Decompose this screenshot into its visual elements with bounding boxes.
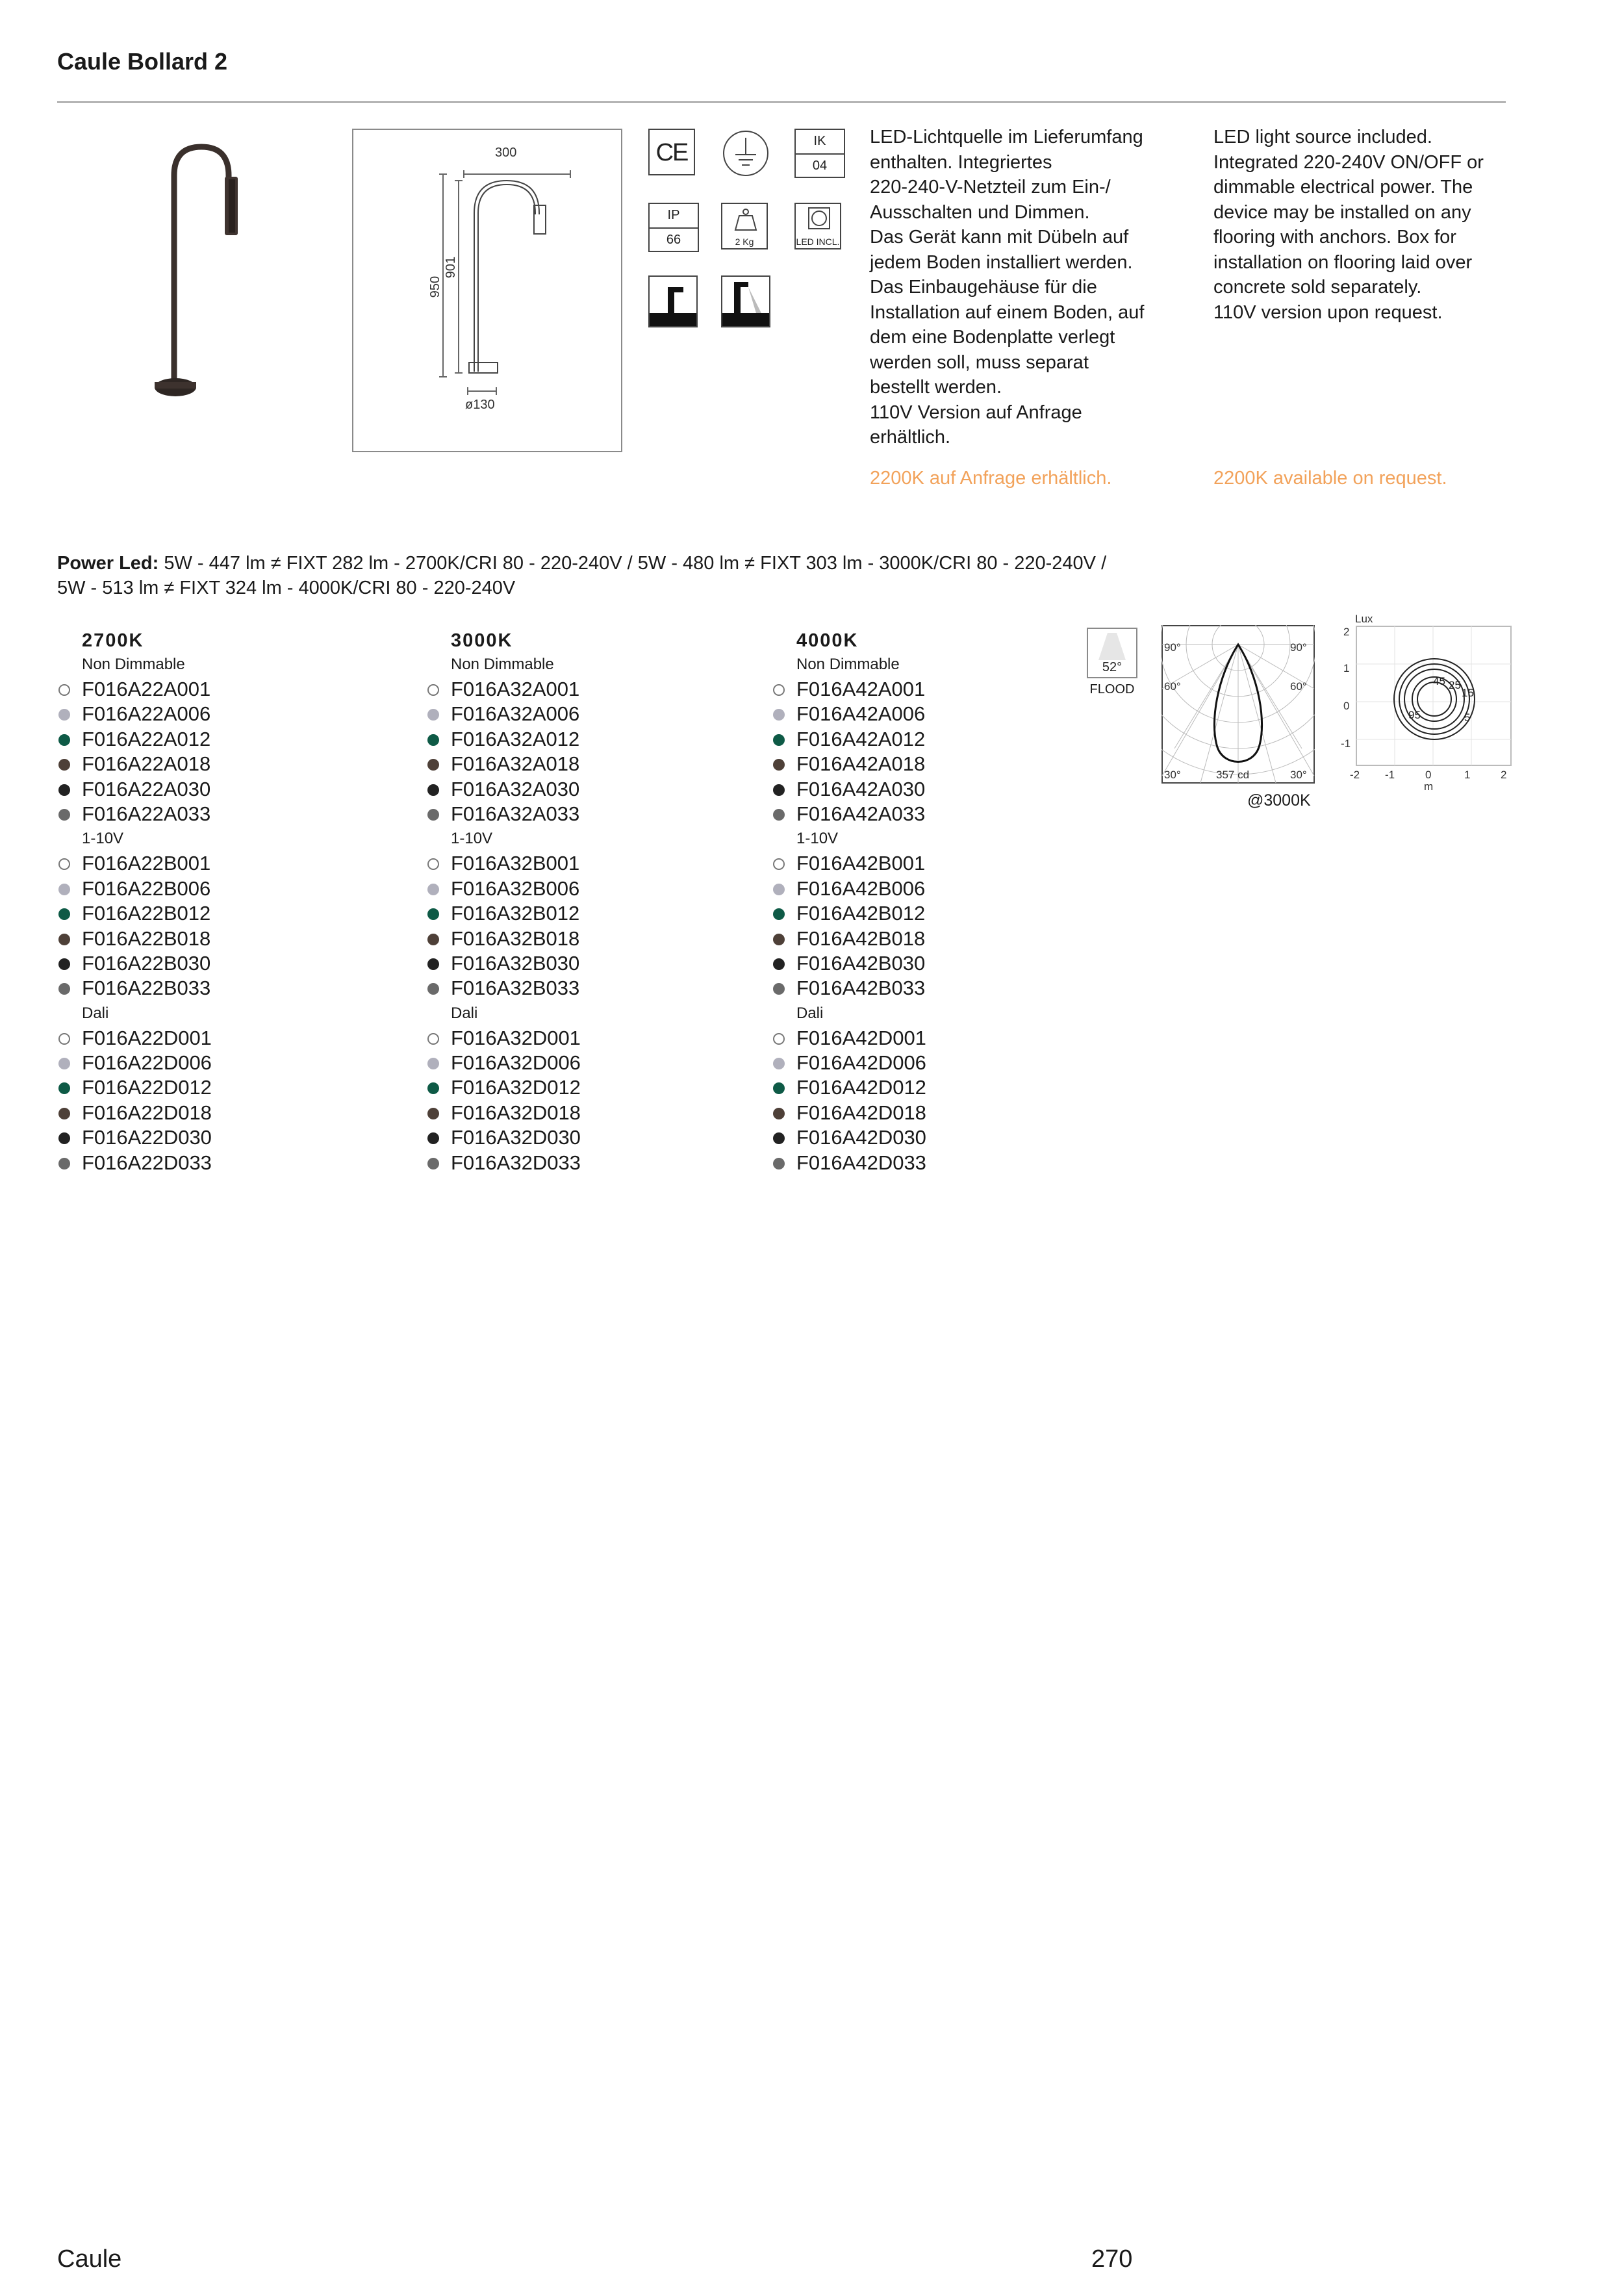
finish-color-swatch [427, 958, 439, 970]
product-code: F016A32A001 [451, 678, 580, 700]
product-code-row [426, 901, 764, 926]
finish-color-swatch [427, 1058, 439, 1069]
product-code-row [772, 951, 1110, 976]
column-header: 3000K [451, 630, 513, 651]
width-dimension: 300 [495, 146, 517, 160]
polar-caption: @3000K [1247, 791, 1311, 810]
product-code: F016A42B018 [796, 926, 926, 950]
product-code-row [772, 752, 1110, 776]
finish-color-swatch [58, 884, 70, 895]
lux-x-unit: m [1424, 780, 1434, 793]
beam-angle-badge [1087, 628, 1137, 678]
polar-label-tl: 90° [1164, 641, 1181, 654]
product-code-row [57, 926, 395, 951]
product-code-row [772, 1101, 1110, 1125]
finish-color-swatch [773, 1082, 785, 1094]
product-code-row [57, 901, 395, 926]
lux-diagram [1337, 612, 1519, 807]
lux-iso-label: 15 [1462, 687, 1474, 699]
description-de: LED-Lichtquelle im Lieferumfang enthalten. Integriertes 220-240-V-Netzteil zum Ein-/ Ausschalten und Dimmen. Das Gerät kann mit Dübeln auf jedem Boden installiert werden. Das Einbaugehäuse für die Installation auf einem Boden, auf dem eine Bodenplatte verlegt werden soll, muss separat bestellt werden. 110V Version auf Anfrage erhältlich. [870, 127, 1145, 448]
product-code-row [772, 851, 1110, 876]
product-code: F016A22B006 [82, 876, 211, 900]
product-code-row [57, 802, 395, 826]
finish-color-swatch [58, 1132, 70, 1144]
group-label: 1-10V [451, 830, 493, 848]
power-line-2: 5W - 513 lm ≠ FIXT 324 lm - 4000K/CRI 80 - 220-240V [57, 578, 516, 598]
power-led-spec [57, 551, 1486, 600]
column-header: 2700K [82, 630, 144, 651]
finish-color-swatch [427, 734, 439, 746]
finish-color-swatch [58, 983, 70, 995]
product-code-row [426, 752, 764, 776]
polar-label-bl: 30° [1164, 769, 1181, 781]
product-code-row [426, 802, 764, 826]
product-code-row [426, 1151, 764, 1175]
product-code: F016A22A001 [82, 678, 211, 700]
ce-icon: CE [648, 129, 695, 175]
product-code-row [57, 727, 395, 752]
group-label: Non Dimmable [451, 656, 554, 673]
finish-color-swatch [58, 734, 70, 746]
finish-color-swatch [773, 809, 785, 821]
finish-color-swatch [58, 858, 70, 870]
product-code: F016A22D012 [82, 1076, 212, 1099]
product-code-row [57, 1026, 395, 1051]
finish-color-swatch [58, 809, 70, 821]
product-code: F016A42A006 [796, 702, 926, 726]
lux-y-tick: 1 [1343, 662, 1350, 674]
lux-iso-label: 5 [1464, 711, 1471, 724]
finish-color-swatch [773, 884, 785, 895]
product-code: F016A42B033 [796, 977, 926, 1000]
product-code-row [426, 951, 764, 976]
finish-color-swatch [427, 1033, 439, 1045]
product-code: F016A42D018 [796, 1101, 926, 1124]
finish-color-swatch [773, 784, 785, 796]
product-code: F016A32A006 [451, 702, 580, 726]
product-code: F016A32D006 [451, 1051, 581, 1075]
product-code: F016A42B006 [796, 876, 926, 900]
product-code-row [426, 1026, 764, 1051]
product-code-row [772, 876, 1110, 901]
finish-color-swatch [427, 684, 439, 696]
ip-rating-badge: IP 66 [648, 203, 699, 252]
finish-color-swatch [58, 784, 70, 796]
height-dimension-a: 950 [428, 275, 443, 298]
product-code-row [426, 777, 764, 802]
floor-install-icon [648, 275, 698, 327]
product-code-row [772, 1051, 1110, 1075]
product-code-row [772, 677, 1110, 702]
product-code: F016A22B018 [82, 926, 211, 950]
finish-color-swatch [427, 908, 439, 920]
product-code: F016A22A012 [82, 727, 211, 750]
group-label: Dali [451, 1004, 478, 1022]
product-code: F016A22D001 [82, 1026, 212, 1049]
product-code-row [426, 1051, 764, 1075]
product-code: F016A32A033 [451, 802, 580, 825]
group-label: 1-10V [82, 830, 124, 848]
product-code: F016A32B033 [451, 977, 580, 1000]
lux-x-tick: 2 [1501, 769, 1507, 781]
polar-label-ml: 60° [1164, 680, 1181, 693]
lux-x-tick: 1 [1464, 769, 1471, 781]
finish-color-swatch [773, 1132, 785, 1144]
title-divider [57, 101, 1506, 103]
polar-label-center: 357 cd [1216, 769, 1250, 781]
product-code-row [772, 777, 1110, 802]
polar-diagram [1161, 625, 1315, 784]
product-code-row [57, 702, 395, 726]
finish-color-swatch [773, 684, 785, 696]
finish-color-swatch [58, 759, 70, 771]
group-label: Non Dimmable [82, 656, 185, 673]
product-code: F016A22D033 [82, 1151, 212, 1174]
finish-color-swatch [58, 1082, 70, 1094]
beam-angle-value: 52° [1102, 660, 1123, 674]
product-code-row [426, 876, 764, 901]
product-code-row [772, 1125, 1110, 1150]
lux-x-tick: -2 [1350, 769, 1360, 781]
product-code: F016A32B001 [451, 852, 580, 875]
product-code: F016A22A006 [82, 702, 211, 726]
product-code-row [426, 1101, 764, 1125]
product-photo [136, 136, 253, 409]
product-code-row [772, 976, 1110, 1001]
finish-color-swatch [58, 1058, 70, 1069]
product-code-row [426, 926, 764, 951]
polar-label-tr: 90° [1290, 641, 1307, 654]
lux-y-tick: -1 [1341, 737, 1351, 750]
finish-color-swatch [773, 1058, 785, 1069]
product-code-row [57, 851, 395, 876]
finish-color-swatch [427, 809, 439, 821]
product-code: F016A22B030 [82, 951, 211, 975]
lux-iso-label: 95 [1408, 709, 1421, 721]
product-code: F016A22D006 [82, 1051, 212, 1075]
lux-iso-label: 25 [1449, 679, 1461, 691]
height-dimension-b: 901 [444, 256, 459, 279]
product-code: F016A42B030 [796, 951, 926, 975]
lux-x-tick: 0 [1425, 769, 1432, 781]
finish-color-swatch [773, 1033, 785, 1045]
codes-column-2700k [57, 629, 395, 1175]
finish-color-swatch [427, 983, 439, 995]
finish-color-swatch [773, 709, 785, 721]
description-en: LED light source included. Integrated 220-240V ON/OFF or dimmable electrical power. The device may be installed on any flooring with anchors. Box for installation on flooring laid over concrete sold separately. 110V version upon request. [1213, 127, 1484, 323]
finish-color-swatch [773, 983, 785, 995]
product-code: F016A32D018 [451, 1101, 581, 1124]
light-direction-icon [721, 275, 770, 327]
base-diameter: ø130 [465, 398, 495, 412]
lux-iso-label: 45 [1433, 675, 1445, 687]
product-code-row [772, 802, 1110, 826]
finish-color-swatch [427, 1082, 439, 1094]
finish-color-swatch [773, 1108, 785, 1119]
finish-color-swatch [58, 1108, 70, 1119]
footer-collection: Caule [57, 2245, 122, 2273]
product-code-row [426, 702, 764, 726]
finish-color-swatch [427, 709, 439, 721]
finish-color-swatch [427, 1108, 439, 1119]
product-code-row [772, 1151, 1110, 1175]
product-code: F016A22A033 [82, 802, 211, 825]
product-code: F016A32B018 [451, 926, 580, 950]
product-code: F016A32B012 [451, 902, 580, 925]
product-code-row [426, 976, 764, 1001]
finish-color-swatch [427, 784, 439, 796]
finish-color-swatch [58, 934, 70, 945]
product-code-row [772, 702, 1110, 726]
product-code-row [57, 1051, 395, 1075]
product-code: F016A22B001 [82, 852, 211, 875]
ground-icon [721, 129, 768, 175]
product-code-row [57, 1101, 395, 1125]
product-code-row [772, 926, 1110, 951]
technical-drawing [352, 129, 622, 452]
note-en: 2200K available on request. [1213, 468, 1447, 489]
product-code-row [57, 1151, 395, 1175]
page-title: Caule Bollard 2 [57, 48, 228, 75]
product-code: F016A42A030 [796, 777, 926, 800]
group-label: Dali [796, 1004, 824, 1022]
product-code: F016A42B001 [796, 852, 926, 875]
finish-color-swatch [58, 908, 70, 920]
product-code: F016A32D001 [451, 1026, 581, 1049]
finish-color-swatch [773, 734, 785, 746]
product-code: F016A22B012 [82, 902, 211, 925]
finish-color-swatch [58, 684, 70, 696]
finish-color-swatch [427, 858, 439, 870]
product-code: F016A32B006 [451, 876, 580, 900]
product-code: F016A42A001 [796, 678, 926, 700]
product-code: F016A42D012 [796, 1076, 926, 1099]
product-code-row [426, 677, 764, 702]
group-label: Non Dimmable [796, 656, 900, 673]
product-code: F016A42D006 [796, 1051, 926, 1075]
finish-color-swatch [773, 759, 785, 771]
codes-column-4000k [772, 629, 1110, 1175]
page-number: 270 [1091, 2245, 1133, 2273]
product-code-row [772, 901, 1110, 926]
product-code: F016A22D030 [82, 1126, 212, 1149]
finish-color-swatch [773, 858, 785, 870]
product-code: F016A42A012 [796, 727, 926, 750]
product-code: F016A42A018 [796, 752, 926, 776]
product-code: F016A32B030 [451, 951, 580, 975]
group-label: Dali [82, 1004, 109, 1022]
finish-color-swatch [427, 1158, 439, 1169]
weight-icon: 2 Kg [721, 203, 768, 249]
note-de: 2200K auf Anfrage erhältlich. [870, 468, 1112, 489]
product-code-row [57, 876, 395, 901]
product-code: F016A22B033 [82, 977, 211, 1000]
product-code-row [772, 727, 1110, 752]
finish-color-swatch [58, 709, 70, 721]
product-code: F016A32D033 [451, 1151, 581, 1174]
finish-color-swatch [773, 908, 785, 920]
product-code: F016A42B012 [796, 902, 926, 925]
product-code: F016A32A012 [451, 727, 580, 750]
product-code-row [426, 727, 764, 752]
product-code: F016A32D012 [451, 1076, 581, 1099]
product-code: F016A32A030 [451, 777, 580, 800]
product-code-row [57, 1125, 395, 1150]
beam-type-label: FLOOD [1089, 682, 1135, 696]
product-code-row [57, 1075, 395, 1100]
polar-label-mr: 60° [1290, 680, 1307, 693]
product-code-row [57, 777, 395, 802]
finish-color-swatch [58, 958, 70, 970]
product-code-row [772, 1075, 1110, 1100]
finish-color-swatch [773, 1158, 785, 1169]
product-code: F016A22A030 [82, 777, 211, 800]
finish-color-swatch [427, 884, 439, 895]
finish-color-swatch [773, 934, 785, 945]
product-code-row [426, 1075, 764, 1100]
lux-y-tick: 0 [1343, 700, 1350, 712]
product-code-row [57, 677, 395, 702]
product-code-row [772, 1026, 1110, 1051]
product-code-row [57, 976, 395, 1001]
product-code-row [57, 752, 395, 776]
led-included-icon: LED INCL. [794, 203, 841, 249]
finish-color-swatch [427, 759, 439, 771]
finish-color-swatch [58, 1158, 70, 1169]
product-code: F016A42D030 [796, 1126, 926, 1149]
product-code-row [426, 1125, 764, 1150]
product-code: F016A42D001 [796, 1026, 926, 1049]
lux-title: Lux [1355, 613, 1373, 625]
product-code: F016A32D030 [451, 1126, 581, 1149]
finish-color-swatch [58, 1033, 70, 1045]
product-code-row [57, 951, 395, 976]
product-code: F016A42A033 [796, 802, 926, 825]
product-code: F016A22A018 [82, 752, 211, 776]
lux-x-tick: -1 [1385, 769, 1395, 781]
polar-label-br: 30° [1290, 769, 1307, 781]
product-code: F016A32A018 [451, 752, 580, 776]
power-label: Power Led: [57, 553, 159, 574]
finish-color-swatch [773, 958, 785, 970]
group-label: 1-10V [796, 830, 839, 848]
product-code: F016A22D018 [82, 1101, 212, 1124]
codes-column-3000k [426, 629, 764, 1175]
column-header: 4000K [796, 630, 859, 651]
finish-color-swatch [427, 934, 439, 945]
product-code-row [426, 851, 764, 876]
lux-y-tick: 2 [1343, 626, 1350, 638]
power-line-1: 5W - 447 lm ≠ FIXT 282 lm - 2700K/CRI 80 - 220-240V / 5W - 480 lm ≠ FIXT 303 lm - 3000K/CRI 80 - 220-240V / [159, 553, 1107, 574]
ik-rating-badge: IK 04 [794, 129, 845, 178]
product-code: F016A42D033 [796, 1151, 926, 1174]
finish-color-swatch [427, 1132, 439, 1144]
